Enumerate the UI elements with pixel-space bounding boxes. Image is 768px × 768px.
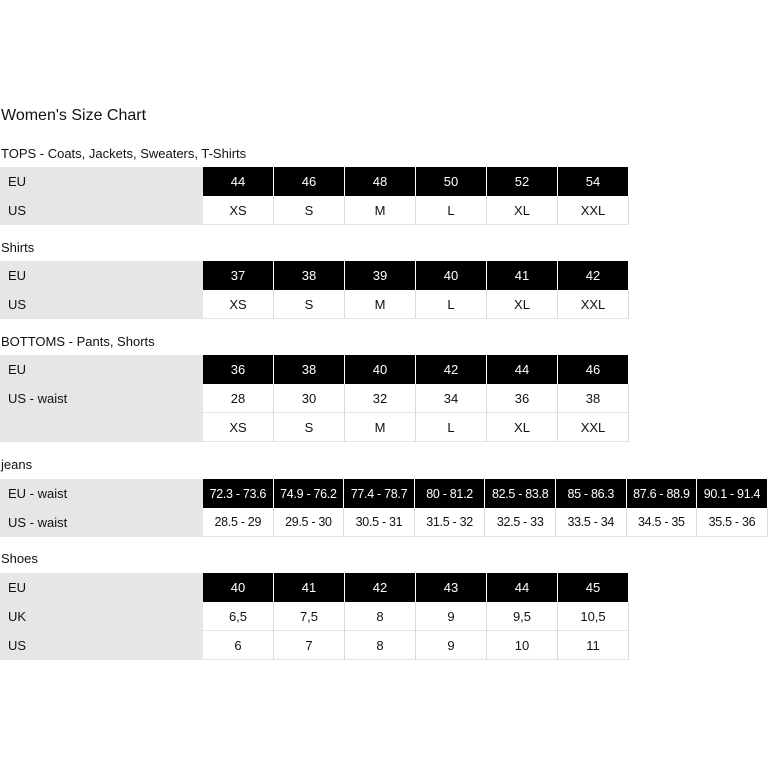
table-cell: 50 <box>416 167 487 196</box>
table-cell: XXL <box>558 196 629 225</box>
size-table-tops <box>0 167 629 225</box>
table-cell: 11 <box>558 631 629 660</box>
table-cell: XS <box>203 196 274 225</box>
size-table-shirts <box>0 261 629 319</box>
row-label <box>0 413 203 442</box>
table-cell: 32.5 - 33 <box>485 508 556 537</box>
table-cell: 54 <box>558 167 629 196</box>
table-cell: 40 <box>416 261 487 290</box>
table-cell: 28 <box>203 384 274 413</box>
table-cell: 34 <box>416 384 487 413</box>
table-cell: 74.9 - 76.2 <box>274 479 345 508</box>
row-label: EU - waist <box>0 479 203 508</box>
size-table-bottoms <box>0 355 629 442</box>
table-cell: 40 <box>345 355 416 384</box>
table-cell: 8 <box>345 631 416 660</box>
table-cell: 30 <box>274 384 345 413</box>
row-label: US <box>0 290 203 319</box>
size-table-jeans <box>0 479 768 537</box>
table-cell: S <box>274 196 345 225</box>
table-cell: 6,5 <box>203 602 274 631</box>
table-cell: L <box>416 290 487 319</box>
table-cell: 37 <box>203 261 274 290</box>
table-cell: 72.3 - 73.6 <box>203 479 274 508</box>
table-cell: 10,5 <box>558 602 629 631</box>
row-label: US <box>0 196 203 225</box>
table-cell: M <box>345 413 416 442</box>
row-label: EU <box>0 355 203 384</box>
table-cell: 52 <box>487 167 558 196</box>
table-cell: 41 <box>487 261 558 290</box>
table-cell: 33.5 - 34 <box>556 508 627 537</box>
section-heading-shoes: Shoes <box>1 551 38 566</box>
table-cell: 44 <box>203 167 274 196</box>
table-cell: M <box>345 196 416 225</box>
section-heading-shirts: Shirts <box>1 240 35 255</box>
table-cell: 87.6 - 88.9 <box>627 479 698 508</box>
table-cell: 9 <box>416 602 487 631</box>
table-cell: 29.5 - 30 <box>274 508 345 537</box>
table-cell: 8 <box>345 602 416 631</box>
table-cell: S <box>274 290 345 319</box>
table-cell: 42 <box>416 355 487 384</box>
table-cell: 40 <box>203 573 274 602</box>
table-cell: 46 <box>558 355 629 384</box>
size-table-shoes <box>0 573 629 660</box>
table-cell: 90.1 - 91.4 <box>697 479 768 508</box>
table-cell: 36 <box>487 384 558 413</box>
table-cell: 31.5 - 32 <box>415 508 486 537</box>
table-cell: 46 <box>274 167 345 196</box>
table-cell: XL <box>487 290 558 319</box>
table-cell: 30.5 - 31 <box>344 508 415 537</box>
table-cell: 10 <box>487 631 558 660</box>
section-heading-bottoms: BOTTOMS - Pants, Shorts <box>1 334 155 349</box>
section-heading-tops: TOPS - Coats, Jackets, Sweaters, T-Shirts <box>1 146 247 161</box>
table-cell: 36 <box>203 355 274 384</box>
table-cell: 28.5 - 29 <box>203 508 274 537</box>
table-cell: S <box>274 413 345 442</box>
row-label: US - waist <box>0 384 203 413</box>
table-cell: 9 <box>416 631 487 660</box>
table-cell: 9,5 <box>487 602 558 631</box>
table-cell: 39 <box>345 261 416 290</box>
table-cell: 42 <box>558 261 629 290</box>
table-cell: 44 <box>487 573 558 602</box>
table-cell: XL <box>487 196 558 225</box>
table-cell: 80 - 81.2 <box>415 479 486 508</box>
table-cell: 38 <box>274 355 345 384</box>
table-cell: 7 <box>274 631 345 660</box>
row-label: EU <box>0 573 203 602</box>
table-cell: 35.5 - 36 <box>697 508 768 537</box>
table-cell: XXL <box>558 290 629 319</box>
table-cell: 45 <box>558 573 629 602</box>
row-label: EU <box>0 167 203 196</box>
row-label: UK <box>0 602 203 631</box>
table-cell: 38 <box>558 384 629 413</box>
table-cell: 43 <box>416 573 487 602</box>
table-cell: 48 <box>345 167 416 196</box>
page-title: Women's Size Chart <box>1 107 147 124</box>
table-cell: 32 <box>345 384 416 413</box>
row-label: US - waist <box>0 508 203 537</box>
section-heading-jeans: jeans <box>1 457 33 472</box>
table-cell: XL <box>487 413 558 442</box>
row-label: US <box>0 631 203 660</box>
table-cell: 7,5 <box>274 602 345 631</box>
table-cell: XS <box>203 413 274 442</box>
table-cell: 42 <box>345 573 416 602</box>
table-cell: 41 <box>274 573 345 602</box>
table-cell: 38 <box>274 261 345 290</box>
table-cell: 77.4 - 78.7 <box>344 479 415 508</box>
table-cell: XXL <box>558 413 629 442</box>
table-cell: L <box>416 413 487 442</box>
table-cell: 34.5 - 35 <box>627 508 698 537</box>
table-cell: 85 - 86.3 <box>556 479 627 508</box>
table-cell: L <box>416 196 487 225</box>
table-cell: 44 <box>487 355 558 384</box>
table-cell: XS <box>203 290 274 319</box>
row-label: EU <box>0 261 203 290</box>
table-cell: M <box>345 290 416 319</box>
table-cell: 82.5 - 83.8 <box>485 479 556 508</box>
table-cell: 6 <box>203 631 274 660</box>
